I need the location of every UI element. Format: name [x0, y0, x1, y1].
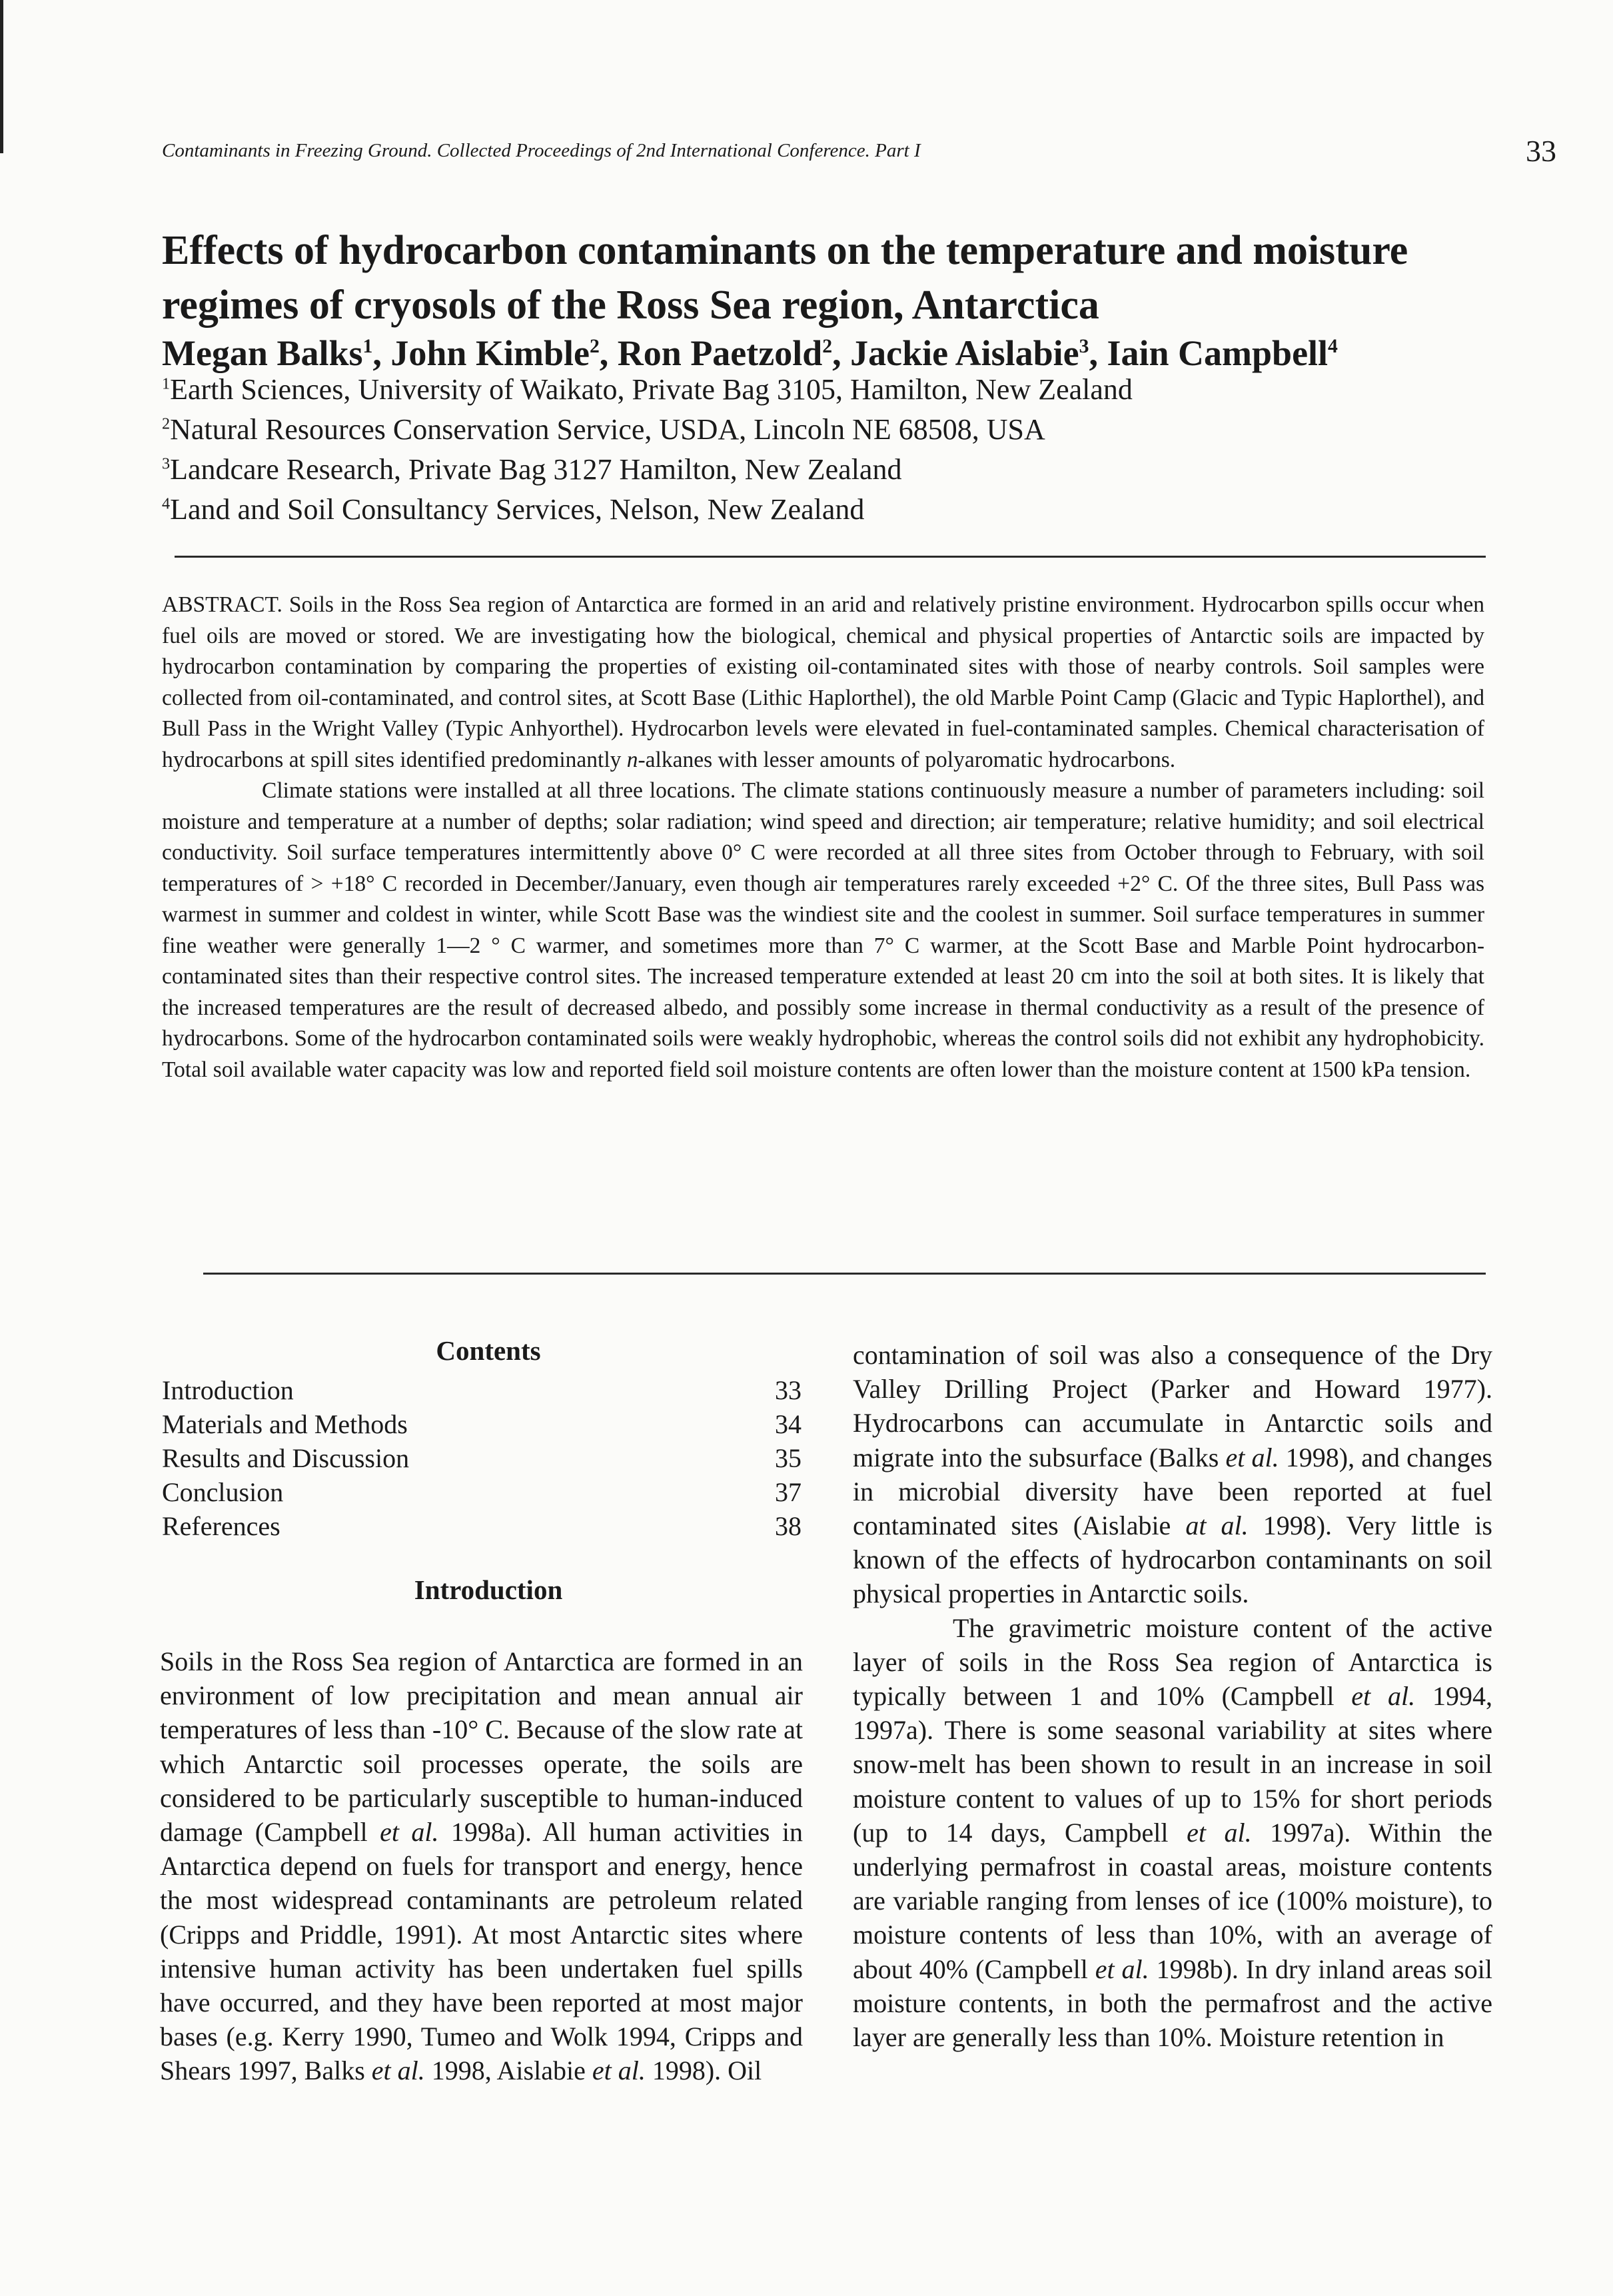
author: Jackie Aislabie$^3$, [850, 333, 1107, 373]
right-column-body [853, 1338, 1492, 2054]
table-of-contents [162, 1334, 802, 1543]
affiliation: $^1$Earth Sciences, University of Waikato, Private Bag 3105, Hamilton, New Zealand [162, 373, 1133, 406]
title-line-1: Effects of hydrocarbon contaminants on the temperature and moisture [162, 228, 1408, 273]
body-paragraph: contamination of soil was also a consequence of the Dry Valley Drilling Project (Parker and Howard 1977). Hydrocarbons can accumulate in Antarctic soils and migrate into the subsurface (Balks et al. 1998), and changes in microbial diversity have been reported at fuel contaminated sites (Aislabie at al. 1998). Very little is known of the effects of hydrocarbon contaminants on soil physical properties in Antarctic soils. [853, 1340, 1493, 1609]
left-column-body [160, 1644, 803, 2088]
contents-entry: Conclusion 37 [162, 1477, 802, 1507]
page-number: 33 [1526, 134, 1556, 168]
abstract-paragraph: ABSTRACT. Soils in the Ross Sea region of Antarctica are formed in an arid and relatively pristine environment. Hydrocarbon spills occur when fuel oils are moved or stored. We are investigating how the biological, chemical and physical properties of Antarctic soils are impacted by hydrocarbon contamination by comparing the properties of existing oil-contaminated sites with those of nearby controls. Soil samples were collected from oil-contaminated, and control sites, at Scott Base (Lithic Haplorthel), the old Marble Point Camp (Glacic and Typic Haplorthel), and Bull Pass in the Wright Valley (Typic Anhyorthel). Hydrocarbon levels were elevated in fuel-contaminated samples. Chemical characterisation of hydrocarbons at spill sites identified predominantly n-alkanes with lesser amounts of polyaromatic hydrocarbons. [162, 592, 1484, 772]
divider-top [175, 556, 1486, 558]
author: John Kimble$^2$, [390, 333, 618, 373]
scan-edge-line [0, 0, 3, 153]
section-heading-introduction: Introduction [414, 1574, 563, 1605]
affiliation: $^2$Natural Resources Conservation Service, USDA, Lincoln NE 68508, USA [162, 413, 1045, 446]
title-line-2: regimes of cryosols of the Ross Sea region, Antarctica [162, 283, 1099, 328]
abstract-paragraph: Climate stations were installed at all three locations. The climate stations continuously measure a number of parameters including: soil moisture and temperature at a number of depths; solar radiation; wind speed and direction; air temperature; relative humidity; and soil electrical conductivity. Soil surface temperatures intermittently above 0° C were recorded at all three sites from October through to February, with soil temperatures of > +18° C recorded in December/January, even though air temperatures rarely exceeded +2° C. Of the three sites, Bull Pass was warmest in summer and coldest in winter, while Scott Base was the windiest site and the coolest in summer. Soil surface temperatures in summer fine weather were generally 1—2 ° C warmer, and sometimes more than 7° C warmer, at the Scott Base and Marble Point hydrocarbon-contaminated sites than their respective control sites. The increased temperature extended at least 20 cm into the soil at both sites. It is likely that the increased temperatures are the result of decreased albedo, and possibly some increase in thermal conductivity as a result of the presence of hydrocarbons. Some of the hydrocarbon contaminated soils were weakly hydrophobic, whereas the control soils did not exhibit any hydrophobicity. Total soil available water capacity was low and reported field soil moisture contents are often lower than the moisture content at 1500 kPa tension. [162, 778, 1484, 1082]
contents-entry: Introduction 33 [162, 1375, 802, 1405]
paper-title [162, 223, 1494, 332]
body-paragraph: The gravimetric moisture content of the active layer of soils in the Ross Sea region of Antarctica is typically between 1 and 10% (Campbell et al. 1994, 1997a). There is some seasonal variability at sites where snow-melt has been shown to result in an increase in soil moisture content to values of up to 15% for short periods (up to 14 days, Campbell et al. 1997a). Within the underlying permafrost in coastal areas, moisture contents are variable ranging from lenses of ice (100% moisture), to moisture contents of less than 10%, with an average of about 40% (Campbell et al. 1998b). In dry inland areas soil moisture contents, in both the permafrost and the active layer are generally less than 10%. Moisture retention in [853, 1612, 1493, 2053]
affiliation-list [162, 370, 1494, 530]
divider-bottom [203, 1273, 1486, 1275]
affiliation: $^3$Landcare Research, Private Bag 3127 Hamilton, New Zealand [162, 453, 902, 486]
body-paragraph: Soils in the Ross Sea region of Antarctica are formed in an environment of low precipitation and mean annual air temperatures of less than -10° C. Because of the slow rate at which Antarctic soil processes operate, the soils are considered to be particularly susceptible to human-induced damage (Campbell et al. 1998a). All human activities in Antarctica depend on fuels for transport and energy, hence the most widespread contaminants are petroleum related (Cripps and Priddle, 1991). At most Antarctic sites where intensive human activity has been undertaken fuel spills have occurred, and they have been reported at most major bases (e.g. Kerry 1990, Tumeo and Wolk 1994, Cripps and Shears 1997, Balks et al. 1998, Aislabie et al. 1998). Oil [160, 1646, 803, 2086]
running-head: Contaminants in Freezing Ground. Collected Proceedings of 2nd International Conference. Part I [162, 140, 921, 161]
abstract [162, 590, 1484, 1085]
contents-entry: Results and Discussion 35 [162, 1443, 802, 1473]
contents-entry: Materials and Methods 34 [162, 1409, 802, 1439]
author: Ron Paetzold$^2$, [617, 333, 851, 373]
author: Iain Campbell$^4$ [1107, 333, 1338, 373]
contents-entry: References 38 [162, 1511, 802, 1541]
contents-heading: Contents [436, 1335, 541, 1366]
affiliation: $^4$Land and Soil Consultancy Services, Nelson, New Zealand [162, 493, 865, 526]
author: Megan Balks$^1$, [162, 333, 391, 373]
